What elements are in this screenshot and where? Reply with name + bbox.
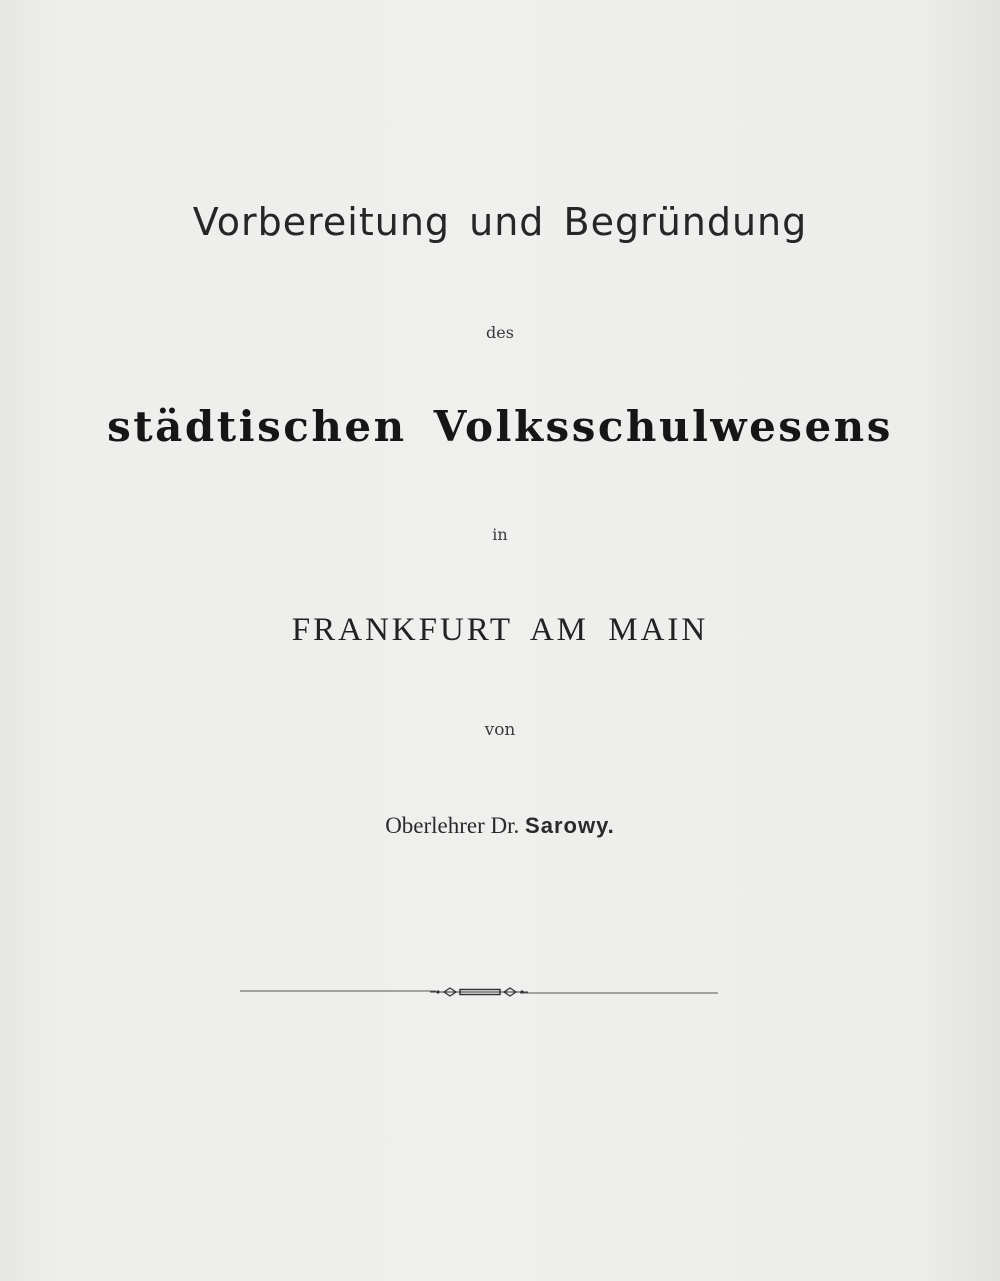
connector-des: des <box>486 323 514 342</box>
ornamental-rule-icon <box>240 980 718 1004</box>
author-name: Sarowy. <box>525 813 615 838</box>
title-line-1: Vorbereitung und Begründung <box>192 200 808 244</box>
author-prefix: Oberlehrer Dr. <box>385 813 520 838</box>
connector-in: in <box>492 525 508 544</box>
author-line <box>0 813 1000 839</box>
title-line-2: städtischen Volksschulwesens <box>107 402 893 451</box>
connector-von: von <box>484 720 516 740</box>
title-line-3: FRANKFURT AM MAIN <box>291 612 709 648</box>
